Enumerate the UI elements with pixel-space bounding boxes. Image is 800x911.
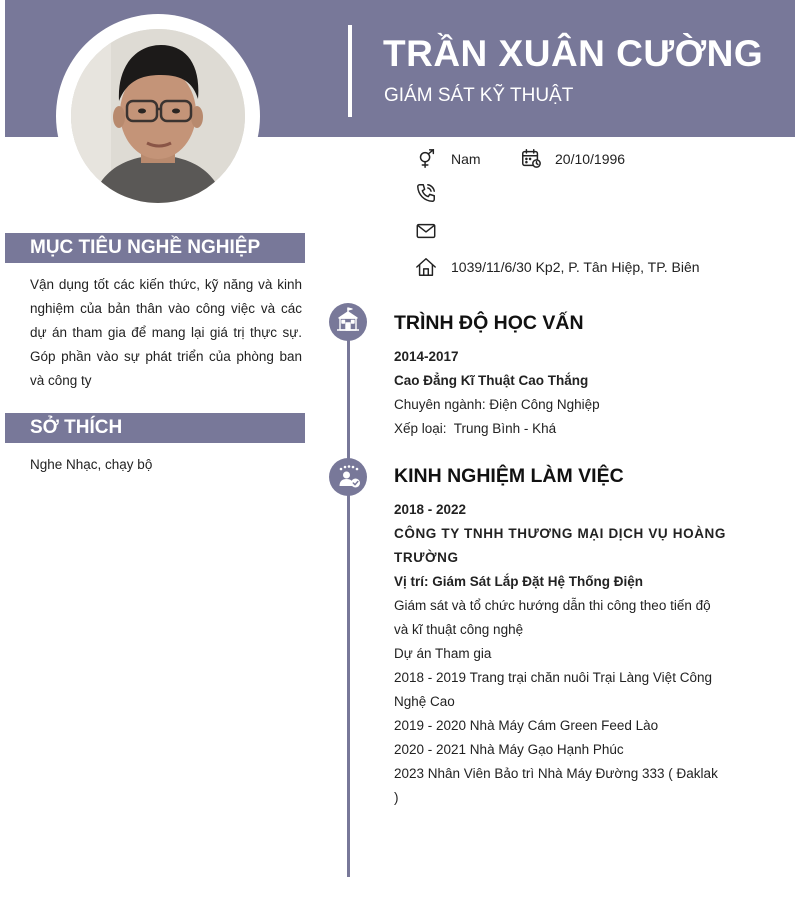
experience-period: 2018 - 2022 (394, 502, 467, 517)
hobbies-heading: SỞ THÍCH (5, 413, 305, 443)
experience-heading: KINH NGHIỆM LÀM VIỆC (394, 465, 624, 487)
phone-icon (415, 182, 437, 204)
education-heading: TRÌNH ĐỘ HỌC VẤN (394, 312, 584, 334)
project-item: 2023 Nhân Viên Bảo trì Nhà Máy Đường 333 ( Đaklak ) (394, 766, 718, 805)
projects-label: Dự án Tham gia (394, 646, 492, 661)
address-value: 1039/11/6/30 Kp2, P. Tân Hiệp, TP. Biên (451, 259, 700, 275)
experience-block (394, 498, 726, 810)
objective-heading: MỤC TIÊU NGHỀ NGHIỆP (5, 233, 305, 263)
education-school: Cao Đẳng Kĩ Thuật Cao Thắng (394, 373, 589, 388)
education-grade: Xếp loại: Trung Bình - Khá (394, 421, 557, 436)
experience-company: CÔNG TY TNHH THƯƠNG MẠI DỊCH VỤ HOÀNG TRƯỜNG (394, 526, 726, 565)
hobbies-text: Nghe Nhạc, chạy bộ (30, 457, 153, 472)
home-icon (415, 256, 437, 278)
calendar-icon (520, 147, 542, 169)
education-period: 2014-2017 (394, 349, 459, 364)
experience-description: Giám sát và tổ chức hướng dẫn thi công theo tiến độ và kĩ thuật công nghệ (394, 598, 711, 637)
candidate-name: TRẦN XUÂN CƯỜNG (383, 33, 764, 74)
objective-text: Vận dụng tốt các kiến thức, kỹ năng và kinh nghiệm của bản thân vào công việc và các dự án tham gia để mang lại giá trị thực sự. Góp phần vào sự phát triển của phòng ban và công ty (30, 277, 302, 388)
birthdate-value: 20/10/1996 (555, 151, 626, 167)
project-item: 2020 - 2021 Nhà Máy Gạo Hạnh Phúc (394, 742, 624, 757)
job-title: GIÁM SÁT KỸ THUẬT (384, 85, 574, 106)
school-icon (329, 303, 367, 341)
experience-position: Vị trí: Giám Sát Lắp Đặt Hệ Thống Điện (394, 574, 644, 589)
gender-value: Nam (451, 151, 481, 167)
project-item: 2018 - 2019 Trang trại chăn nuôi Trại Làng Việt Công Nghệ Cao (394, 670, 712, 709)
education-major: Chuyên ngành: Điện Công Nghiệp (394, 397, 600, 412)
team-icon (329, 458, 367, 496)
header-divider (348, 25, 352, 117)
gender-icon (415, 148, 437, 170)
project-item: 2019 - 2020 Nhà Máy Cám Green Feed Lào (394, 718, 659, 733)
timeline-line (347, 322, 350, 877)
avatar (71, 29, 245, 203)
envelope-icon (415, 220, 437, 242)
